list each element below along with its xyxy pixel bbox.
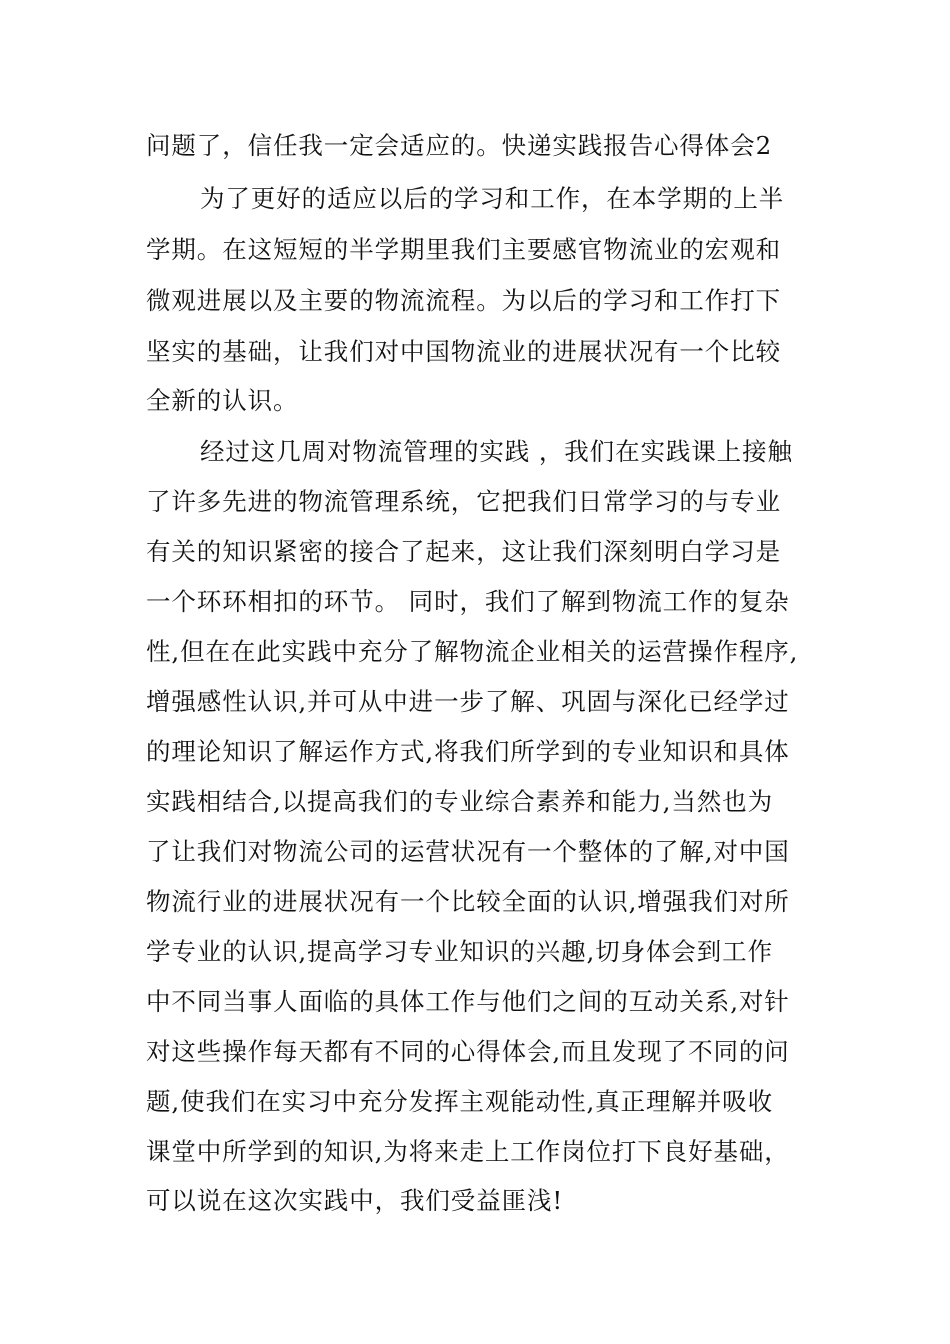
text-line-6: 全新的认识。 — [146, 386, 299, 415]
paragraph-start-line: 经过这几周对物流管理的实践 ，我们在实践课上接触 — [200, 437, 793, 466]
text-line-5: 坚实的基础，让我们对中国物流业的进展状况有一个比较 — [146, 337, 781, 366]
text-line-17: 学专业的认识,提高学习专业知识的兴趣,切身体会到工作 — [146, 937, 773, 966]
text-line-19: 对这些操作每天都有不同的心得体会,而且发现了不同的问 — [146, 1037, 790, 1066]
text-line-4: 微观进展以及主要的物流流程。为以后的学习和工作打下 — [146, 286, 781, 315]
text-line-14: 实践相结合,以提高我们的专业综合素养和能力,当然也为 — [146, 787, 773, 816]
text-line-3: 学期。在这短短的半学期里我们主要感官物流业的宏观和 — [146, 235, 781, 264]
text-line-10: 一个环环相扣的环节。 同时，我们了解到物流工作的复杂 — [146, 587, 790, 616]
text-line-20: 题,使我们在实习中充分发挥主观能动性,真正理解并吸收 — [146, 1087, 773, 1116]
text-line-8: 了许多先进的物流管理系统，它把我们日常学习的与专业 — [146, 487, 781, 516]
paragraph-start-line: 为了更好的适应以后的学习和工作，在本学期的上半 — [200, 184, 785, 213]
text-line-11: 性,但在在此实践中充分了解物流企业相关的运营操作程序, — [146, 637, 799, 666]
text-line-9: 有关的知识紧密的接合了起来，这让我们深刻明白学习是 — [146, 537, 781, 566]
text-line-22: 可以说在这次实践中，我们受益匪浅! — [146, 1186, 564, 1215]
text-line-15: 了让我们对物流公司的运营状况有一个整体的了解,对中国 — [146, 837, 790, 866]
text-line-12: 增强感性认识,并可从中进一步了解、巩固与深化已经学过 — [146, 687, 790, 716]
text-line-18: 中不同当事人面临的具体工作与他们之间的互动关系,对针 — [146, 987, 790, 1016]
text-line-21: 课堂中所学到的知识,为将来走上工作岗位打下良好基础， — [146, 1137, 790, 1166]
text-line-1: 问题了，信任我一定会适应的。快递实践报告心得体会2 — [146, 131, 773, 160]
text-line-13: 的理论知识了解运作方式,将我们所学到的专业知识和具体 — [146, 737, 790, 766]
text-line-16: 物流行业的进展状况有一个比较全面的认识,增强我们对所 — [146, 887, 790, 916]
